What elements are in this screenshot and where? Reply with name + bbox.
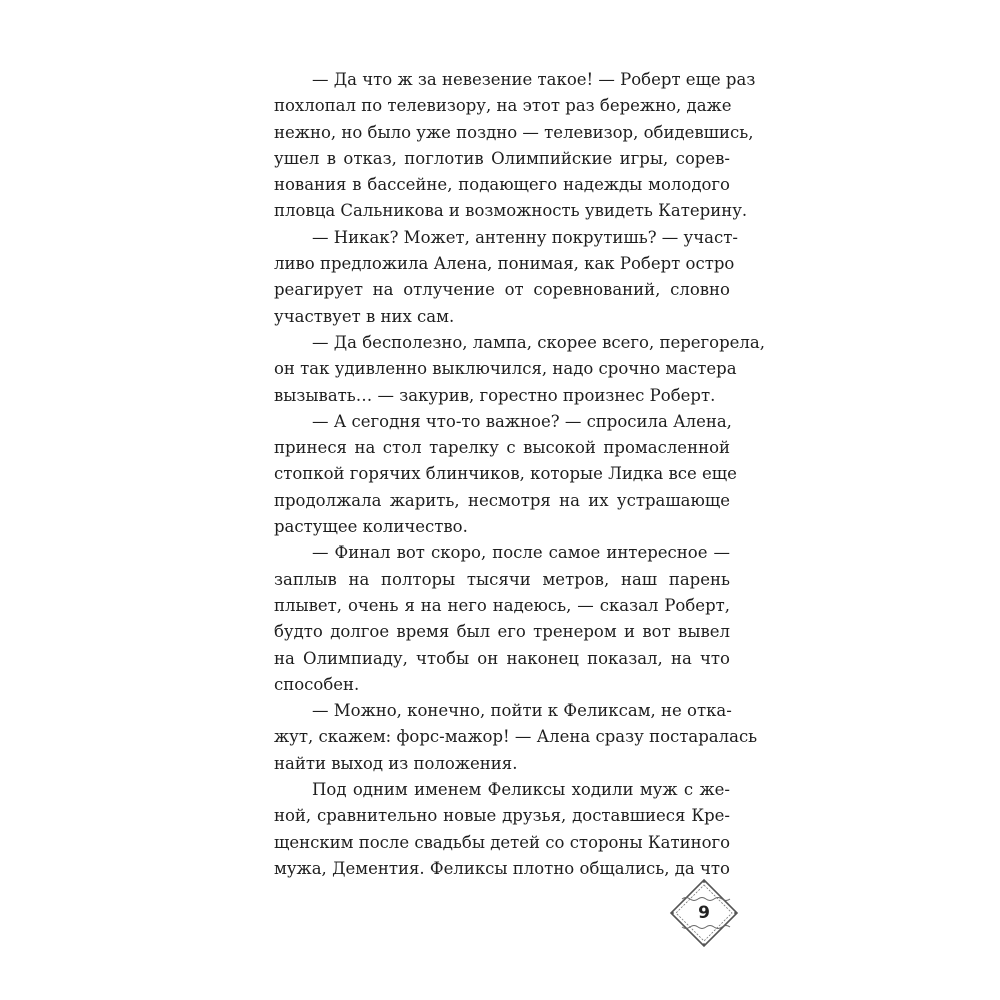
- text-line: — А сегодня что-то важное? — спросила Алена,: [312, 411, 732, 431]
- text-line: принеся на стол тарелку с высокой промасленной: [274, 438, 730, 458]
- text-line: найти выход из положения.: [274, 753, 518, 773]
- text-line: — Да что ж за невезение такое! — Роберт еще раз: [312, 70, 756, 89]
- text-line: нежно, но было уже поздно — телевизор, обидевшись,: [274, 122, 754, 142]
- text-line: способен.: [274, 674, 360, 694]
- text-line: стопкой горячих блинчиков, которые Лидка все еще: [274, 464, 737, 484]
- page-number: 9: [698, 903, 710, 923]
- paragraph: [274, 698, 758, 777]
- body-text: [274, 67, 766, 882]
- text-line: пловца Сальникова и возможность увидеть Катерину.: [274, 201, 748, 221]
- text-line: реагирует на отлучение от соревнований, словно: [274, 280, 730, 300]
- text-line: — Можно, конечно, пойти к Феликсам, не отка-: [312, 701, 732, 721]
- text-line: заплыв на полторы тысячи метров, наш парень: [274, 569, 730, 589]
- text-line: будто долгое время был его тренером и вот вывел: [274, 622, 730, 642]
- text-line: на Олимпиаду, чтобы он наконец показал, на что: [274, 648, 730, 668]
- text-line: похлопал по телевизору, на этот раз бережно, даже: [274, 96, 732, 116]
- paragraph: [274, 330, 766, 409]
- text-line: ливо предложила Алена, понимая, как Роберт остро: [274, 254, 735, 274]
- text-line: щенским после свадьбы детей со стороны Катиного: [274, 832, 731, 852]
- text-line: — Финал вот скоро, после самое интересное —: [312, 543, 730, 563]
- text-line: ушел в отказ, поглотив Олимпийские игры, сорев-: [274, 148, 730, 168]
- text-line: плывет, очень я на него надеюсь, — сказал Роберт,: [274, 595, 730, 615]
- page-number-badge: [668, 877, 740, 949]
- text-line: ной, сравнительно новые друзья, доставшиеся Кре-: [274, 806, 730, 826]
- paragraph: [274, 409, 737, 540]
- text-line: жут, скажем: форс-мажор! — Алена сразу постаралась: [274, 727, 758, 747]
- text-line: нования в бассейне, подающего надежды молодого: [274, 175, 730, 195]
- paragraph: [274, 67, 756, 225]
- text-line: растущее количество.: [274, 517, 468, 537]
- text-line: Под одним именем Феликсы ходили муж с же-: [312, 780, 730, 800]
- text-line: участвует в них сам.: [274, 306, 455, 326]
- text-line: мужа, Дементия. Феликсы плотно общались, да что: [274, 858, 730, 878]
- text-line: — Да бесполезно, лампа, скорее всего, перегорела,: [312, 332, 766, 352]
- paragraph: [274, 225, 738, 330]
- paragraph: [274, 777, 730, 882]
- text-line: продолжала жарить, несмотря на их устрашающе: [274, 490, 730, 510]
- text-line: вызывать… — закурив, горестно произнес Роберт.: [274, 385, 716, 405]
- paragraph: [274, 540, 730, 698]
- text-line: — Никак? Может, антенну покрутишь? — участ-: [312, 227, 738, 247]
- text-line: он так удивленно выключился, надо срочно мастера: [274, 359, 737, 379]
